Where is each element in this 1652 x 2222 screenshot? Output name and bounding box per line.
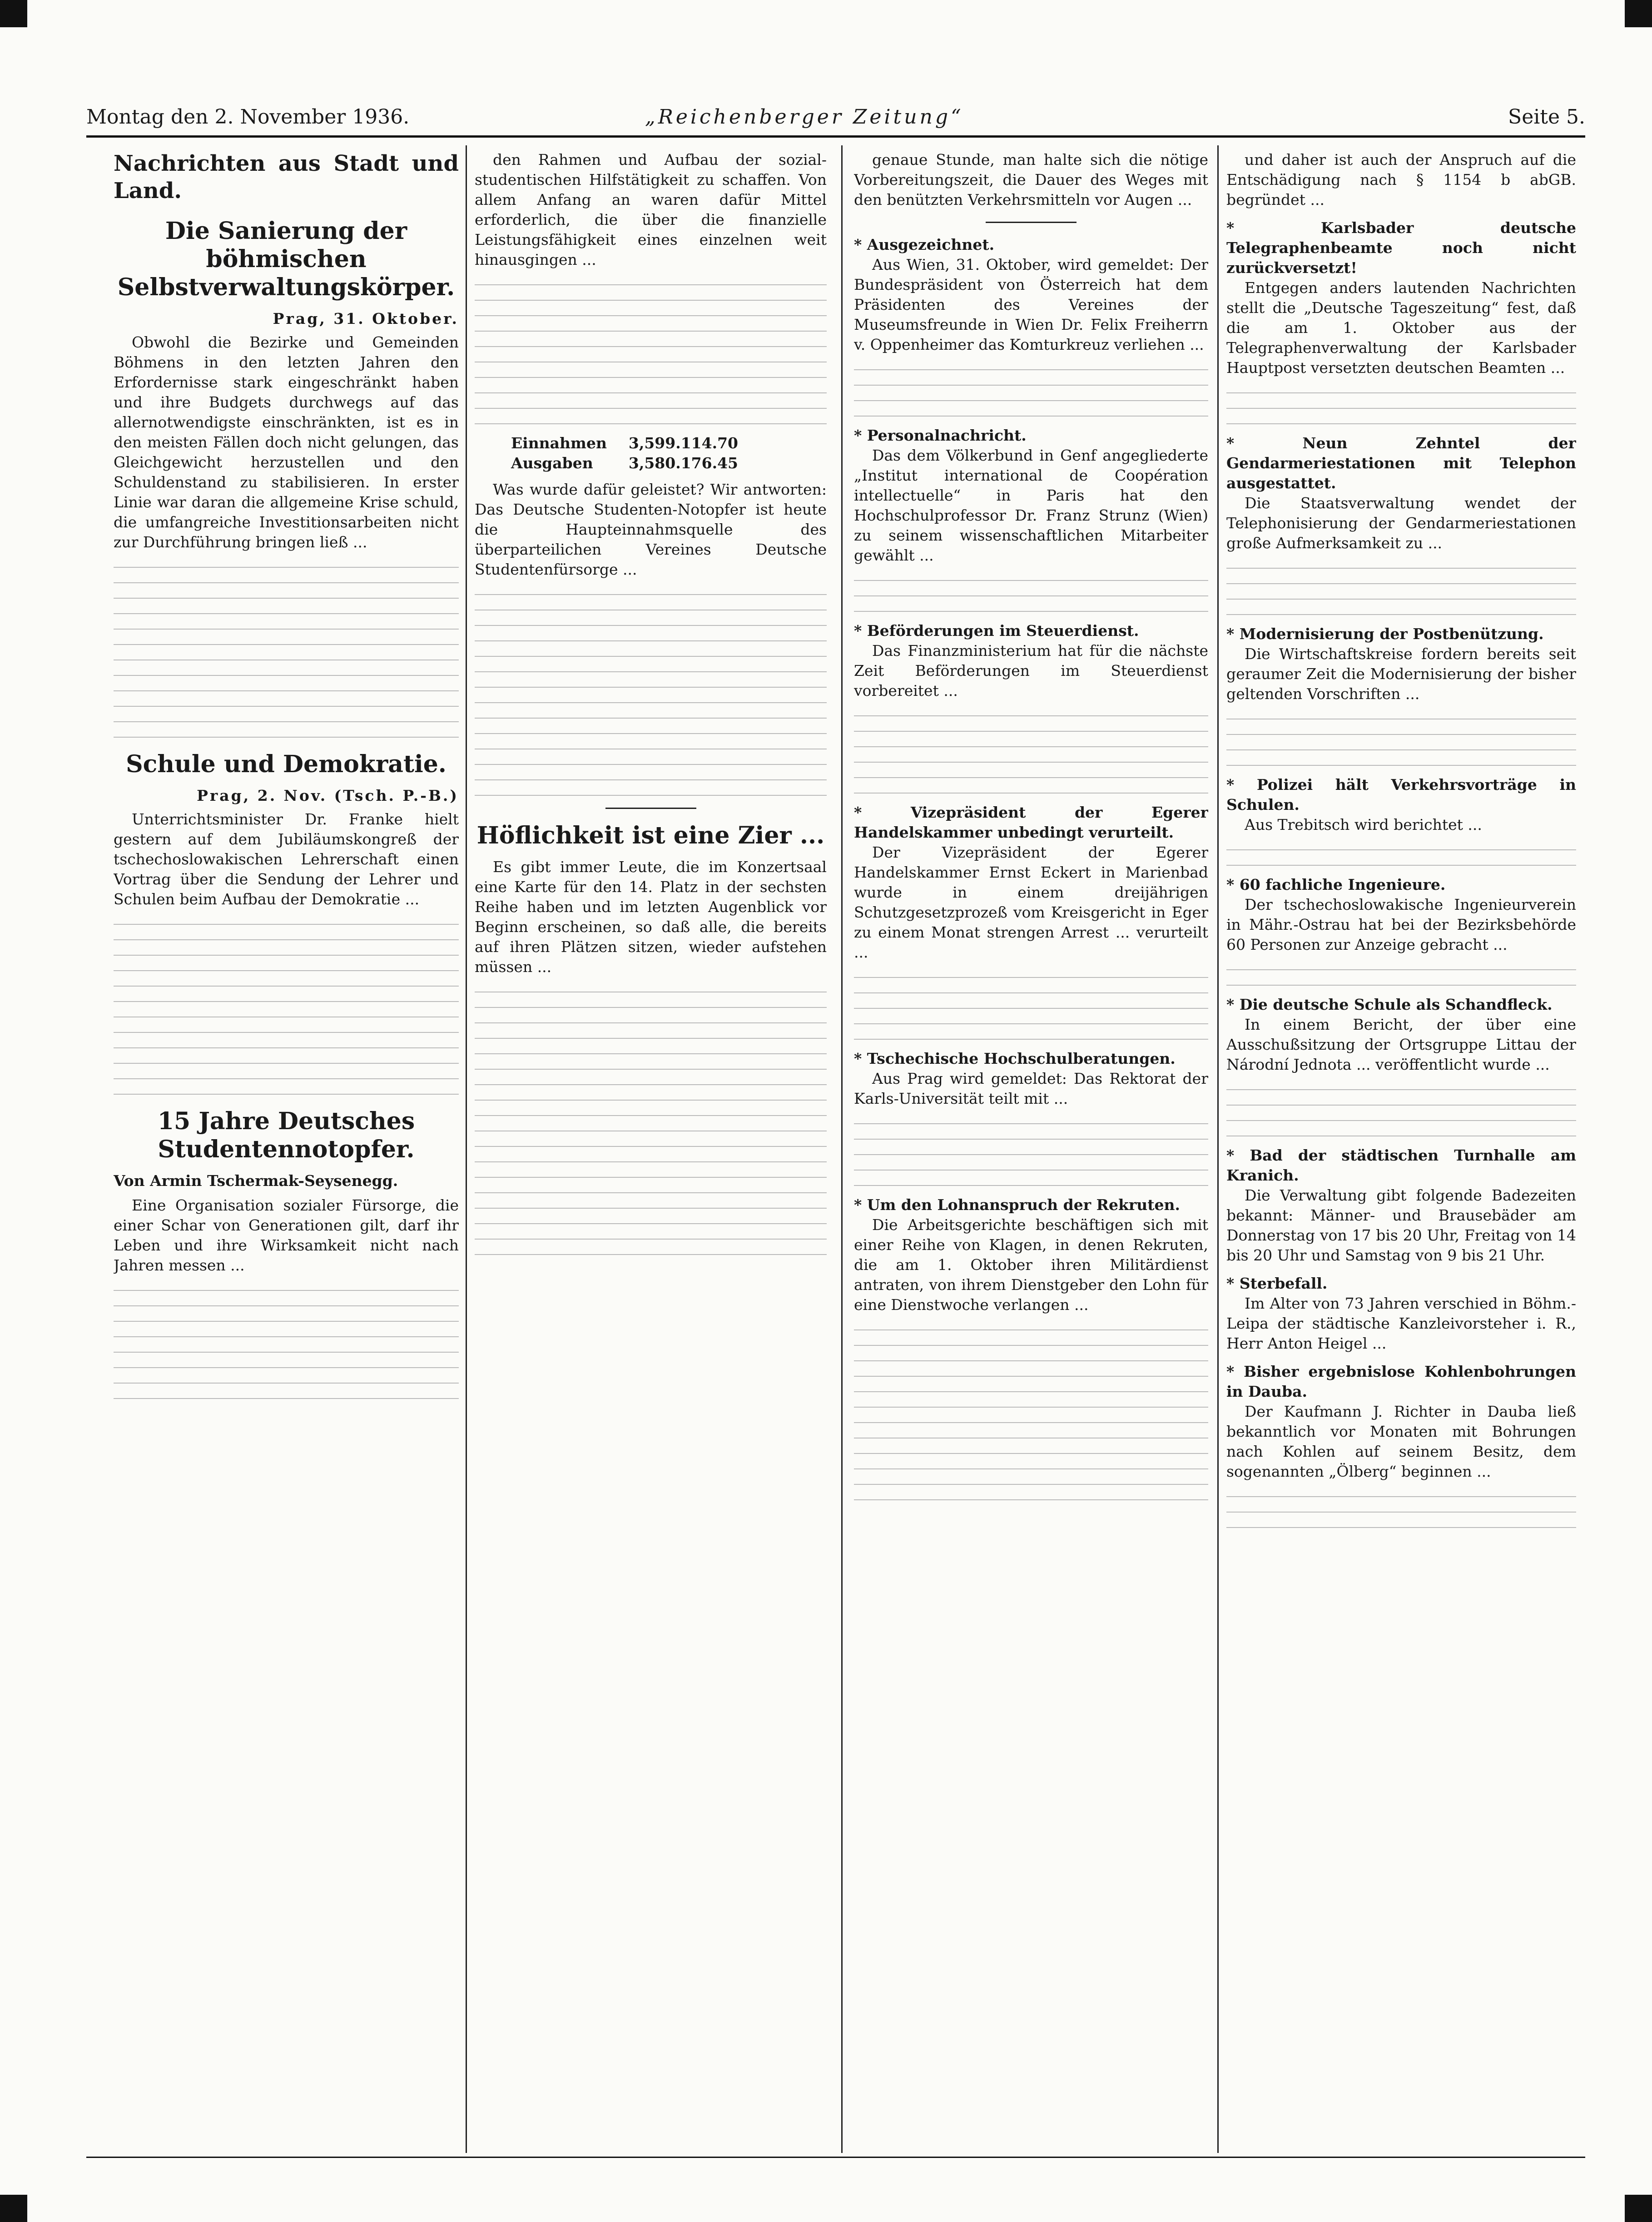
item-heading: * Polizei hält Verkehrsvorträge in Schulen. <box>1226 776 1576 813</box>
article-text: Obwohl die Bezirke und Gemeinden Böhmens in den letzten Jahren den Erfordernisse stark eingeschränkt haben und ihre Budgets durchwegs auf das allernotwendigste einschränkten, ist es in den meisten Fällen doch nicht gelungen, das Gleichgewicht herzustellen und den Schuldenstand zu stabilisieren. In erster Linie war daran die allgemeine Krise schuld, die umfangreiche Investitionsarbeiten nicht zur Durchführung bringen ließ ... <box>114 333 459 551</box>
article-text: Eine Organisation sozialer Fürsorge, die einer Schar von Generationen gilt, darf ihr Leben und ihre Wirksamkeit nicht nach Jahren messen ... <box>114 1196 459 1274</box>
item-heading: * Bisher ergebnislose Kohlenbohrungen in Dauba. <box>1226 1363 1576 1400</box>
newspaper-title: „Reichenberger Zeitung“ <box>645 105 964 129</box>
article-text: den Rahmen und Aufbau der sozial-studentischen Hilfstätigkeit zu schaffen. Von allem Anfang an waren dafür Mittel erforderlich, die über die finanzielle Leistungsfähigkeit eines einzelnen weit hinausgingen ... <box>475 151 827 268</box>
item-text: Aus Trebitsch wird berichtet ... <box>1245 816 1482 833</box>
item-text: Das dem Völkerbund in Genf angegliederte „Institut international de Coopération intellectuelle“ in Paris hat den Hochschulprofessor Dr. Franz Strunz (Wien) zu seinem wissenschaftlichen Mitarbeiter gewählt ... <box>854 446 1208 564</box>
article-text: und daher ist auch der Anspruch auf die Entschädigung nach § 1154 b abGB. begründet ... <box>1226 151 1576 208</box>
column-rule <box>841 145 843 2153</box>
article-text: Unterrichtsminister Dr. Franke hielt gestern auf dem Jubiläumskongreß der tschechoslowakischen Lehrerschaft einen Vortrag über die Sendung der Lehrer und Schulen beim Aufbau der Demokratie ... <box>114 810 459 908</box>
page-number: Seite 5. <box>1508 105 1585 129</box>
article-text: Es gibt immer Leute, die im Konzertsaal eine Karte für den 14. Platz in der sechsten Reihe haben und im letzten Augenblick vor Beginn erscheinen, so daß alle, die bereits auf ihren Plätzen sitzen, wieder aufstehen müssen ... <box>475 858 827 976</box>
masthead-rule <box>86 135 1585 138</box>
figure-label: Ausgaben <box>511 454 593 472</box>
item-text: Aus Prag wird gemeldet: Das Rektorat der Karls-Universität teilt mit ... <box>854 1070 1208 1107</box>
item-heading: * Personalnachricht. <box>854 427 1027 444</box>
dateline: Prag, 2. Nov. (Tsch. P.-B.) <box>197 787 459 804</box>
column-4 <box>1226 150 1576 2148</box>
item-heading: * Tschechische Hochschulberatungen. <box>854 1050 1176 1067</box>
registration-mark <box>0 0 27 27</box>
registration-mark <box>0 2195 27 2222</box>
registration-mark <box>1625 0 1652 27</box>
item-heading: * Beförderungen im Steuerdienst. <box>854 622 1139 640</box>
section-heading: Nachrichten aus Stadt und Land. <box>114 151 459 203</box>
separator-rule <box>605 808 696 809</box>
figure-value: 3,599.114.70 <box>628 434 738 452</box>
article-text: genaue Stunde, man halte sich die nötige Vorbereitungszeit, die Dauer des Weges mit den benützten Verkehrsmitteln vor Augen ... <box>854 151 1208 208</box>
figure-row <box>511 433 738 453</box>
item-heading: * Sterbefall. <box>1226 1275 1328 1292</box>
article-title: Die Sanierung der böhmischen Selbstverwaltungskörper. <box>117 217 455 301</box>
item-heading: * Um den Lohnanspruch der Rekruten. <box>854 1196 1180 1214</box>
separator-rule <box>986 222 1077 223</box>
figure-value: 3,580.176.45 <box>628 454 738 472</box>
column-rule <box>1217 145 1219 2153</box>
byline: Von Armin Tschermak-Seysenegg. <box>114 1172 398 1190</box>
item-text: Der Vizepräsident der Egerer Handelskammer Ernst Eckert in Marienbad wurde in einem dreijährigen Schutzgesetzprozeß vom Kreisgericht in Eger zu einem Monat strengen Arrest ... verurteilt ... <box>854 843 1208 961</box>
bottom-rule <box>86 2157 1585 2158</box>
column-3 <box>854 150 1208 2148</box>
item-heading: * Modernisierung der Postbenützung. <box>1226 625 1544 643</box>
item-heading: * Neun Zehntel der Gendarmeriestationen mit Telephon ausgestattet. <box>1226 434 1576 492</box>
figure-row <box>511 453 738 473</box>
item-heading: * Ausgezeichnet. <box>854 236 995 253</box>
item-text: Die Arbeitsgerichte beschäftigen sich mit einer Reihe von Klagen, in denen Rekruten, die am 1. Oktober ihren Militärdienst antraten, von ihrem Dienstgeber den Lohn für eine Dienstwoche verlangen ... <box>854 1216 1208 1314</box>
article-title: 15 Jahre Deutsches Studentennotopfer. <box>157 1107 415 1163</box>
masthead <box>86 105 1585 137</box>
article-title: Schule und Demokratie. <box>126 750 446 778</box>
issue-date: Montag den 2. November 1936. <box>86 105 410 129</box>
article-text: Was wurde dafür geleistet? Wir antworten: Das Deutsche Studenten-Notopfer ist heute die Haupteinnahmsquelle des überparteilichen Vereines Deutsche Studentenfürsorge ... <box>475 481 827 578</box>
dateline: Prag, 31. Oktober. <box>273 310 459 327</box>
article-title: Höflichkeit ist eine Zier ... <box>476 822 825 849</box>
column-1 <box>114 150 459 2148</box>
item-heading: * Die deutsche Schule als Schandfleck. <box>1226 996 1553 1013</box>
item-text: Die Verwaltung gibt folgende Badezeiten bekannt: Männer- und Brausebäder am Donnerstag von 17 bis 20 Uhr, Freitag von 14 bis 20 Uhr und Samstag von 9 bis 21 Uhr. <box>1226 1186 1576 1264</box>
item-heading: * 60 fachliche Ingenieure. <box>1226 876 1446 893</box>
item-text: Der Kaufmann J. Richter in Dauba ließ bekanntlich vor Monaten mit Bohrungen nach Kohlen auf seinem Besitz, dem sogenannten „Ölberg“ beginnen ... <box>1226 1403 1576 1480</box>
column-rule <box>466 145 467 2153</box>
item-text: Im Alter von 73 Jahren verschied in Böhm.-Leipa der städtische Kanzleivorsteher i. R., Herr Anton Heigel ... <box>1226 1295 1576 1352</box>
item-text: Das Finanzministerium hat für die nächste Zeit Beförderungen im Steuerdienst vorbereitet ... <box>854 642 1208 699</box>
registration-mark <box>1625 2195 1652 2222</box>
item-heading: * Karlsbader deutsche Telegraphenbeamte noch nicht zurückversetzt! <box>1226 219 1576 277</box>
column-2 <box>475 150 827 2148</box>
figure-label: Einnahmen <box>511 434 607 452</box>
finance-figures <box>511 433 827 473</box>
item-text: Die Wirtschaftskreise fordern bereits seit geraumer Zeit die Modernisierung der bisher geltenden Vorschriften ... <box>1226 645 1576 703</box>
item-text: Entgegen anders lautenden Nachrichten stellt die „Deutsche Tageszeitung“ fest, daß die am 1. Oktober aus der Telegraphenverwaltung der Karlsbader Hauptpost versetzten deutschen Beamten ... <box>1226 279 1576 377</box>
item-text: Aus Wien, 31. Oktober, wird gemeldet: Der Bundespräsident von Österreich hat dem Präsidenten des Vereines der Museumsfreunde in Wien Dr. Felix Freiherrn v. Oppenheimer das Komturkreuz verliehen ... <box>854 256 1208 353</box>
item-text: Die Staatsverwaltung wendet der Telephonisierung der Gendarmeriestationen große Aufmerksamkeit zu ... <box>1226 494 1576 552</box>
item-heading: * Vizepräsident der Egerer Handelskammer unbedingt verurteilt. <box>854 803 1208 841</box>
item-text: Der tschechoslowakische Ingenieurverein in Mähr.-Ostrau hat bei der Bezirksbehörde 60 Personen zur Anzeige gebracht ... <box>1226 896 1576 953</box>
item-heading: * Bad der städtischen Turnhalle am Kranich. <box>1226 1146 1576 1184</box>
item-text: In einem Bericht, der über eine Ausschußsitzung der Ortsgruppe Littau der Národní Jednota ... veröffentlicht wurde ... <box>1226 1016 1576 1073</box>
